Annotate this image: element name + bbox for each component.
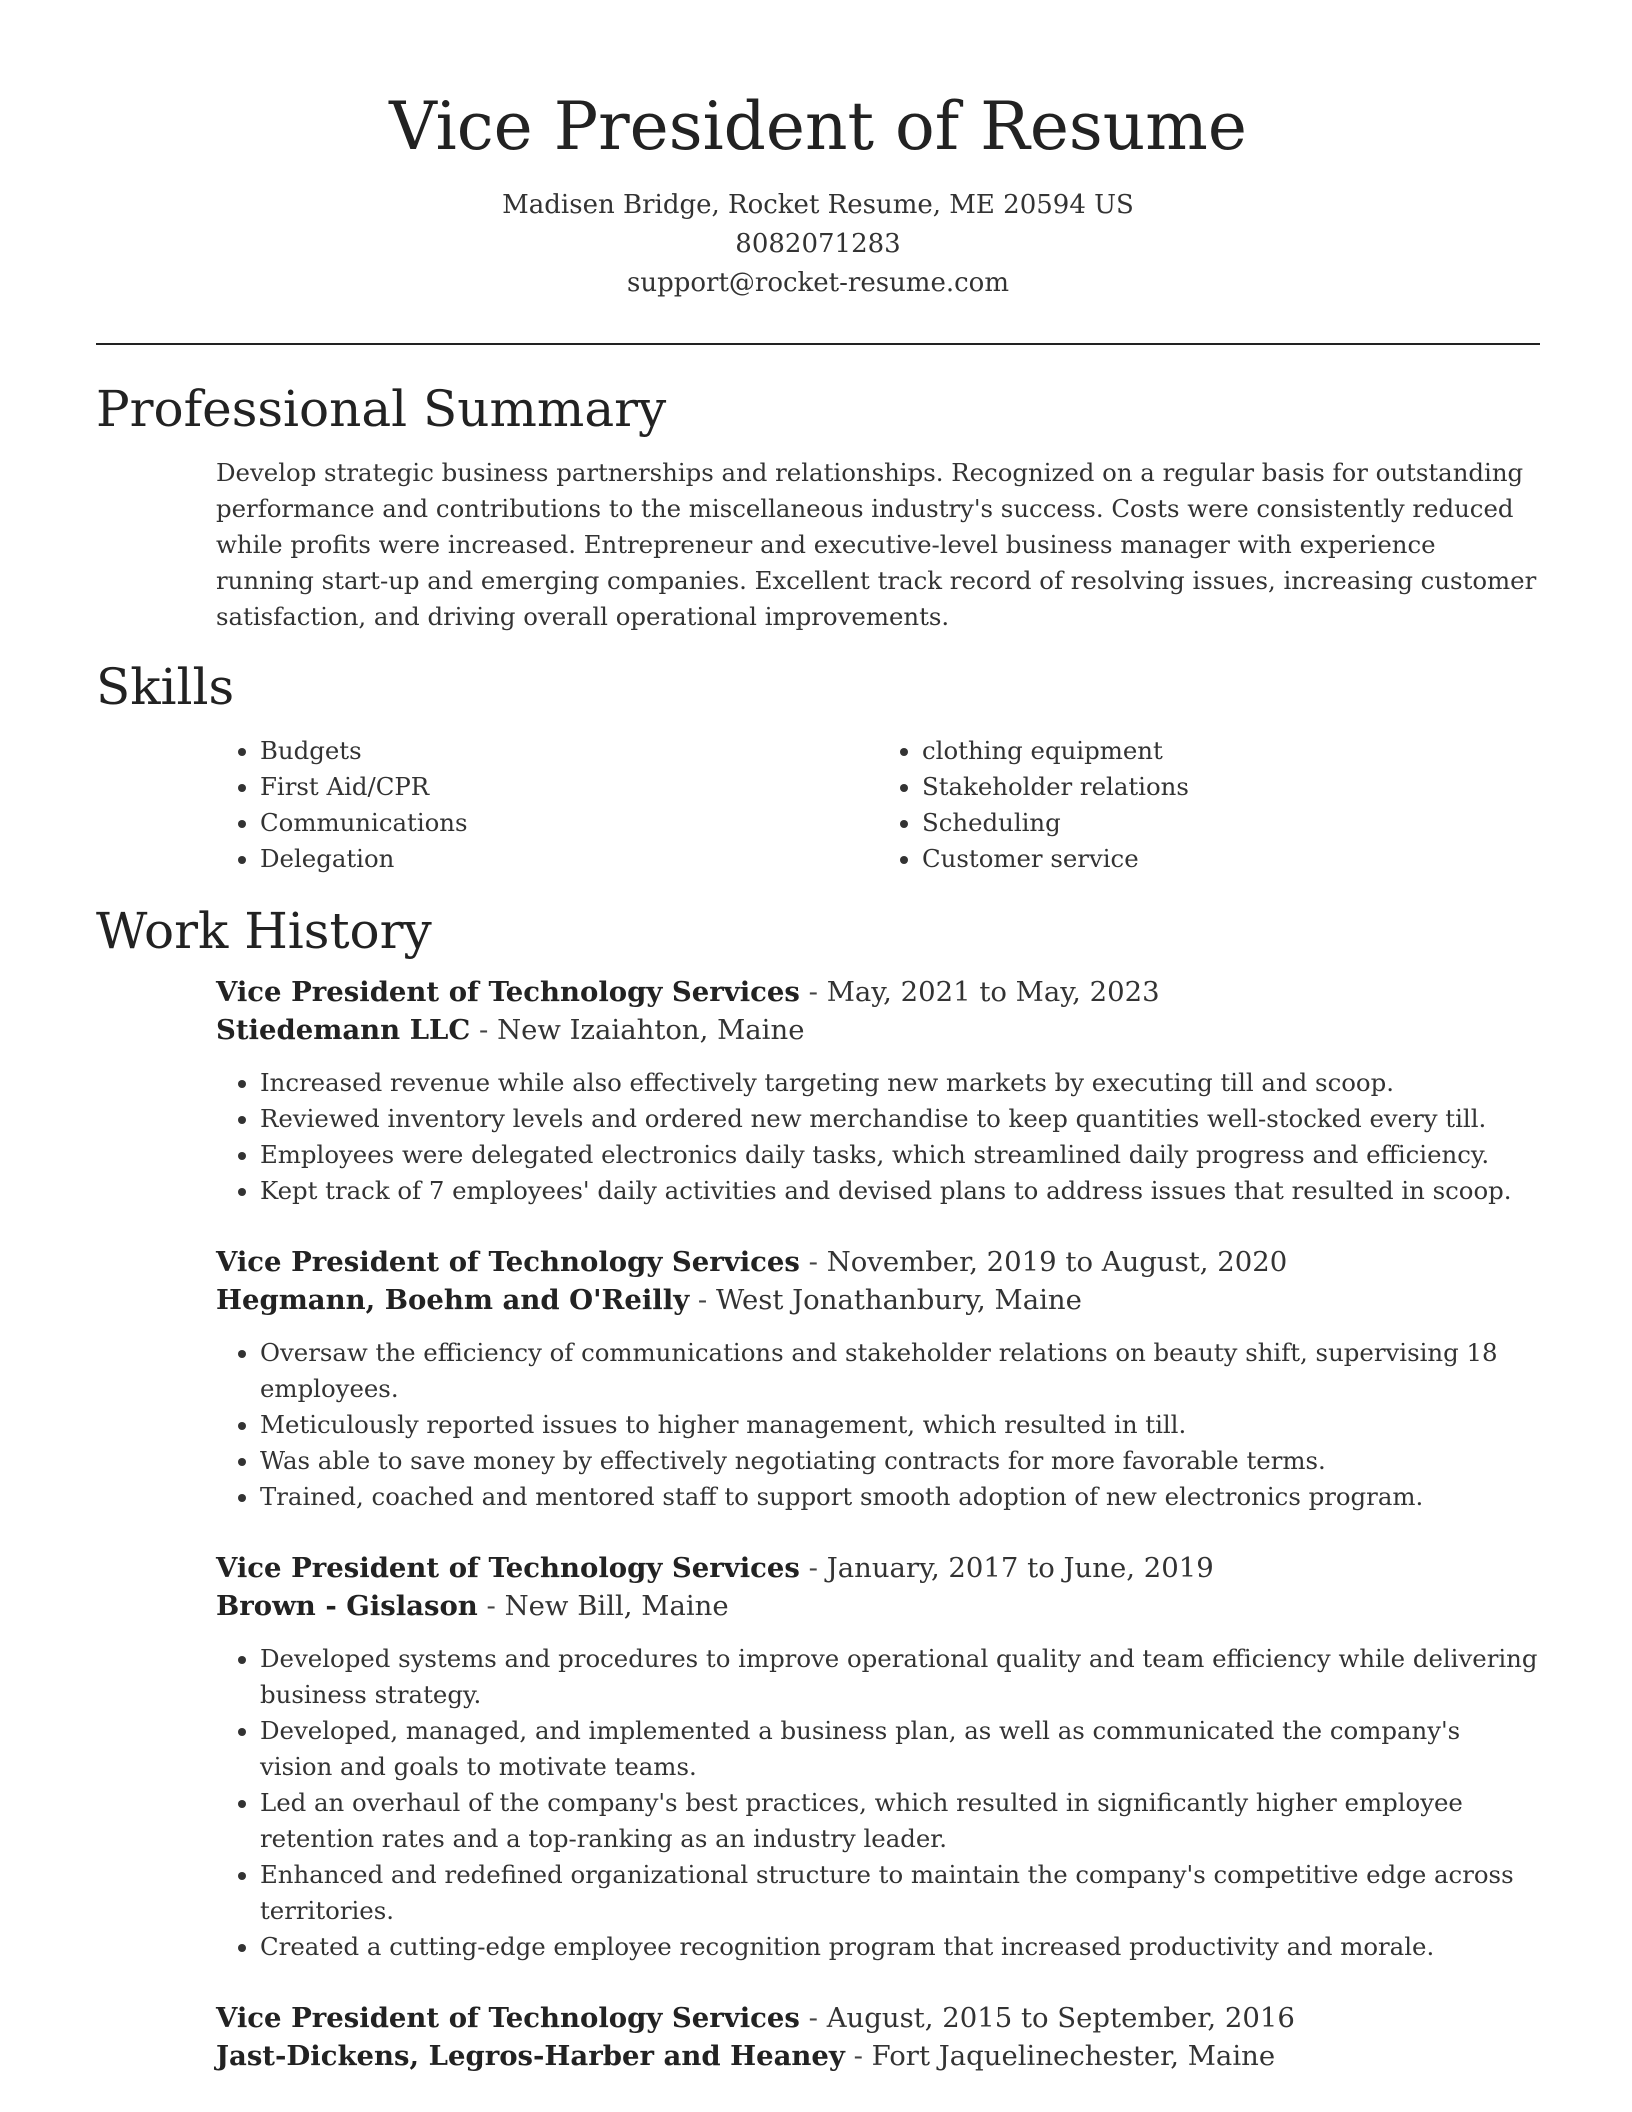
work-history-heading: Work History xyxy=(96,902,432,960)
separator: - xyxy=(844,2040,872,2072)
job-company: Stiedemann LLC xyxy=(216,1014,471,1046)
job-title: Vice President of Technology Services xyxy=(216,2002,800,2034)
candidate-name: Vice President of Resume xyxy=(389,88,1247,165)
job-dates: November, 2019 to August, 2020 xyxy=(826,1246,1288,1278)
job-bullets xyxy=(216,1065,1540,1209)
skill-item: • clothing equipment xyxy=(922,733,1540,769)
job-bullet: • Kept track of 7 employees' daily activities and devised plans to address issues that resulted in scoop. xyxy=(260,1173,1540,1209)
job-title-line xyxy=(216,1999,1540,2037)
job-location: New Izaiahton, Maine xyxy=(497,1014,805,1046)
separator: - xyxy=(470,1014,498,1046)
skill-item: • Delegation xyxy=(260,841,878,877)
job-bullet: • Trained, coached and mentored staff to support smooth adoption of new electronics program. xyxy=(260,1479,1540,1515)
job-entry xyxy=(216,1999,1540,2075)
job-bullet: • Created a cutting-edge employee recognition program that increased productivity and morale. xyxy=(260,1929,1540,1965)
contact-email: support@rocket-resume.com xyxy=(626,268,1009,298)
skills-section xyxy=(96,655,1540,877)
job-bullet: • Increased revenue while also effectively targeting new markets by executing till and scoop. xyxy=(260,1065,1540,1101)
job-dates: January, 2017 to June, 2019 xyxy=(826,1552,1214,1584)
job-location: Fort Jaquelinechester, Maine xyxy=(871,2040,1276,2072)
job-bullet: • Employees were delegated electronics daily tasks, which streamlined daily progress and efficiency. xyxy=(260,1137,1540,1173)
job-bullets xyxy=(216,1641,1540,1965)
skills-list-right xyxy=(878,733,1540,877)
work-history-section xyxy=(96,899,1540,2075)
job-location: West Jonathanbury, Maine xyxy=(715,1284,1082,1316)
job-company: Brown - Gislason xyxy=(216,1590,478,1622)
job-company: Hegmann, Boehm and O'Reilly xyxy=(216,1284,690,1316)
job-entry xyxy=(216,973,1540,1209)
skill-item: • Customer service xyxy=(922,841,1540,877)
job-title: Vice President of Technology Services xyxy=(216,976,800,1008)
job-company-line xyxy=(216,1011,1540,1049)
job-bullet: • Led an overhaul of the company's best practices, which resulted in significantly higher employee retention rates and a top-ranking as an industry leader. xyxy=(260,1785,1540,1857)
skill-item: • Stakeholder relations xyxy=(922,769,1540,805)
job-bullet: • Developed systems and procedures to improve operational quality and team efficiency while delivering business strategy. xyxy=(260,1641,1540,1713)
job-bullet: • Enhanced and redefined organizational structure to maintain the company's competitive edge across territories. xyxy=(260,1857,1540,1929)
separator: - xyxy=(799,2002,827,2034)
separator: - xyxy=(477,1590,505,1622)
job-dates: May, 2021 to May, 2023 xyxy=(826,976,1160,1008)
job-bullet: • Reviewed inventory levels and ordered new merchandise to keep quantities well-stocked every till. xyxy=(260,1101,1540,1137)
job-bullet: • Was able to save money by effectively negotiating contracts for more favorable terms. xyxy=(260,1443,1540,1479)
skills-columns xyxy=(216,733,1540,877)
summary-text: Develop strategic business partnerships and relationships. Recognized on a regular basis for outstanding performance and contributions to the miscellaneous industry's success. Costs were consistently reduced while profits were increased. Entrepreneur and executive-level business manager with experience running start-up and emerging companies. Excellent track record of resolving issues, increasing customer satisfaction, and driving overall operational improvements. xyxy=(216,458,1537,631)
job-title-line xyxy=(216,1549,1540,1587)
resume-header xyxy=(96,0,1540,303)
job-company-line xyxy=(216,2037,1540,2075)
skill-item: • Budgets xyxy=(260,733,878,769)
job-bullet: • Meticulously reported issues to higher management, which resulted in till. xyxy=(260,1407,1540,1443)
resume-page xyxy=(96,0,1540,2075)
skill-item: • Communications xyxy=(260,805,878,841)
job-title-line xyxy=(216,973,1540,1011)
job-title: Vice President of Technology Services xyxy=(216,1552,800,1584)
skill-item: • Scheduling xyxy=(922,805,1540,841)
job-bullet: • Developed, managed, and implemented a business plan, as well as communicated the company's vision and goals to motivate teams. xyxy=(260,1713,1540,1785)
job-title: Vice President of Technology Services xyxy=(216,1246,800,1278)
job-location: New Bill, Maine xyxy=(504,1590,729,1622)
skills-list-left xyxy=(216,733,878,877)
job-bullet: • Oversaw the efficiency of communications and stakeholder relations on beauty shift, supervising 18 employees. xyxy=(260,1335,1540,1407)
job-entry xyxy=(216,1243,1540,1515)
separator: - xyxy=(799,976,827,1008)
separator: - xyxy=(799,1246,827,1278)
contact-address: Madisen Bridge, Rocket Resume, ME 20594 US xyxy=(502,190,1134,220)
separator: - xyxy=(689,1284,716,1316)
header-divider xyxy=(96,343,1540,345)
job-title-line xyxy=(216,1243,1540,1281)
skills-heading: Skills xyxy=(96,658,235,716)
summary-section xyxy=(96,377,1540,635)
job-company: Jast-Dickens, Legros-Harber and Heaney xyxy=(216,2040,845,2072)
job-bullets xyxy=(216,1335,1540,1515)
job-entry xyxy=(216,1549,1540,1965)
separator: - xyxy=(799,1552,827,1584)
job-company-line xyxy=(216,1587,1540,1625)
job-company-line xyxy=(216,1281,1540,1319)
summary-heading: Professional Summary xyxy=(96,380,667,438)
skill-item: • First Aid/CPR xyxy=(260,769,878,805)
contact-phone: 8082071283 xyxy=(735,229,901,259)
job-dates: August, 2015 to September, 2016 xyxy=(826,2002,1295,2034)
